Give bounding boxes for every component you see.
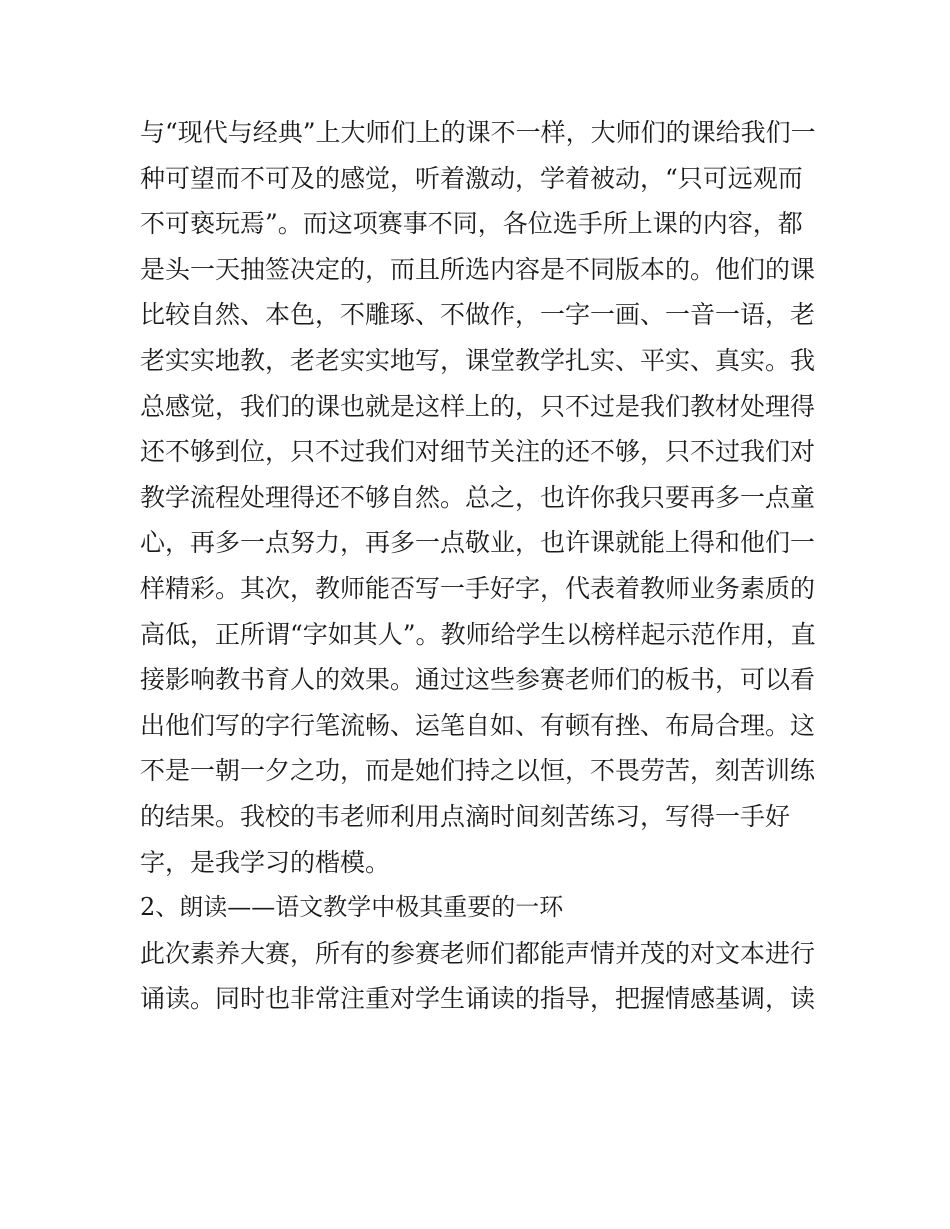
document-body	[140, 110, 820, 1022]
text-line: 诵读。同时也非常注重对学生诵读的指导，把握情感基调，读	[140, 984, 816, 1014]
text-line: 的结果。我校的韦老师利用点滴时间刻苦练习，写得一手好	[140, 801, 791, 831]
paragraph-2	[140, 931, 820, 1022]
text-line: 还不够到位，只不过我们对细节关注的还不够，只不过我们对	[140, 437, 816, 467]
text-line: 此次素养大赛，所有的参赛老师们都能声情并茂的对文本进行	[140, 938, 816, 968]
text-line: 出他们写的字行笔流畅、运笔自如、有顿有挫、布局合理。这	[140, 710, 816, 740]
text-line: 与“现代与经典”上大师们上的课不一样，大师们的课给我们一	[140, 118, 816, 147]
text-line: 是头一天抽签决定的，而且所选内容是不同版本的。他们的课	[140, 254, 816, 284]
text-line: 比较自然、本色，不雕琢、不做作，一字一画、一音一语，老	[140, 300, 816, 330]
text-line: 字，是我学习的楷模。	[140, 847, 391, 877]
text-line: 老实实地教，老老实实地写，课堂教学扎实、平实、真实。我	[140, 345, 816, 375]
text-line: 样精彩。其次，教师能否写一手好字，代表着教师业务素质的	[140, 573, 816, 603]
text-line: 心，再多一点努力，再多一点敬业，也许课就能上得和他们一	[140, 528, 816, 558]
text-line: 总感觉，我们的课也就是这样上的，只不过是我们教材处理得	[140, 391, 816, 421]
text-line: 高低，正所谓“字如其人”。教师给学生以榜样起示范作用，直	[140, 619, 816, 649]
text-line: 教学流程处理得还不够自然。总之，也许你我只要再多一点童	[140, 482, 816, 512]
text-line: 不是一朝一夕之功，而是她们持之以恒，不畏劳苦，刻苦训练	[140, 756, 816, 786]
section-heading: 2、朗读——语文教学中极其重要的一环	[140, 893, 564, 922]
text-line: 接影响教书育人的效果。通过这些参赛老师们的板书，可以看	[140, 665, 816, 695]
paragraph-1	[140, 110, 820, 885]
text-line: 种可望而不可及的感觉，听着激动，学着被动，“只可远观而	[140, 163, 803, 193]
text-line: 不可亵玩焉”。而这项赛事不同，各位选手所上课的内容，都	[140, 209, 803, 239]
